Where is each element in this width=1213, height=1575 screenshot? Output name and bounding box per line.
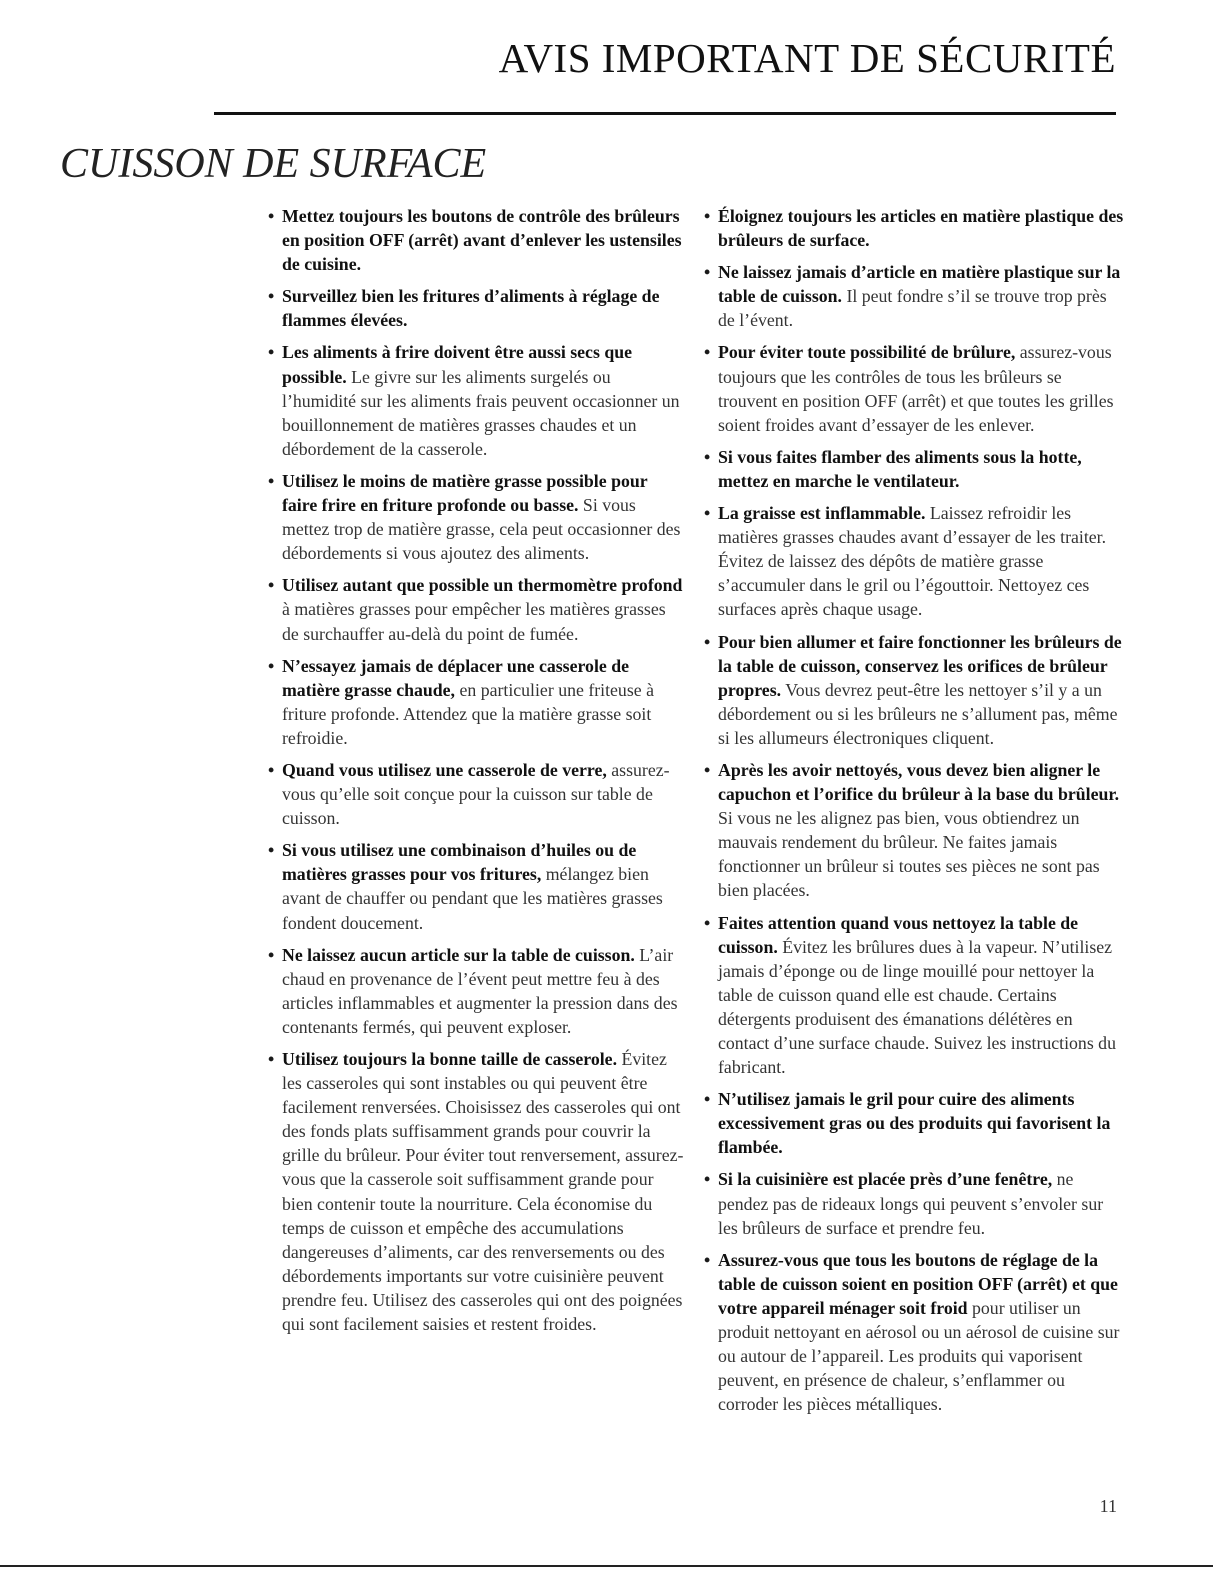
bullet-icon: •	[704, 1249, 711, 1270]
bullet-icon: •	[704, 262, 711, 283]
bullet-icon: •	[268, 575, 275, 596]
bullet-icon: •	[268, 286, 275, 307]
bullet-icon: •	[268, 840, 275, 861]
item-bold-text: Après les avoir nettoyés, vous devez bien aligner le capuchon et l’orifice du brûleur à la base du brûleur.	[718, 759, 1120, 805]
item-body-text: en particulier une friteuse à friture profonde. Attendez que la matière grasse soit refroidie.	[282, 679, 654, 748]
item-body-text: assurez-vous qu’elle soit conçue pour la cuisson sur table de cuisson.	[282, 759, 670, 829]
item-bold-text: Ne laissez jamais d’article en matière plastique sur la table de cuisson.	[718, 262, 1121, 307]
item-body-text: Évitez les brûlures dues à la vapeur. N’utilisez jamais d’éponge ou de linge mouillé pour nettoyer la table de cuisson quand elle est chaude. Certains détergents produisent des émanations délétères en contact d’une surface chaude. Suivez les instructions du fabricant.	[718, 936, 1116, 1078]
item-body-text: Si vous ne les alignez pas bien, vous obtiendrez un mauvais rendement du brûleur. Ne faites jamais fonctionner un brûleur si toutes ses pièces ne sont pas bien placées.	[718, 808, 1100, 901]
bullet-icon: •	[268, 1049, 275, 1069]
item-body-text: assurez-vous toujours que les contrôles de tous les brûleurs se trouvent en position OFF (arrêt) et que toutes les grilles soient froides avant d’essayer de les enlever.	[718, 342, 1114, 435]
safety-list-item	[704, 445, 1124, 493]
item-bold-text: Les aliments à frire doivent être aussi secs que possible.	[282, 342, 632, 387]
item-body-text: L’air chaud en provenance de l’évent peut mettre feu à des articles inflammables et augmenter la pression dans des contenants fermés, qui peuvent exploser.	[282, 944, 678, 1037]
bullet-icon: •	[704, 912, 711, 933]
item-bold-text: Mettez toujours les boutons de contrôle des brûleurs en position OFF (arrêt) avant d’enlever les ustensiles de cuisine.	[282, 206, 682, 275]
safety-list-item	[268, 654, 686, 750]
item-bold-text: N’essayez jamais de déplacer une casserole de matière grasse chaude,	[282, 655, 630, 700]
item-body-text: Il peut fondre s’il se trouve trop près de l’évent.	[718, 286, 1107, 331]
item-bold-text: Utilisez autant que possible un thermomètre profond	[282, 575, 683, 596]
item-bold-text: Utilisez le moins de matière grasse possible pour faire frire en friture profonde ou basse.	[282, 470, 648, 516]
item-body-text: ne pendez pas de rideaux longs qui peuvent s’envoler sur les brûleurs de surface et prendre feu.	[718, 1169, 1104, 1238]
item-bold-text: Faites attention quand vous nettoyez la table de cuisson.	[718, 912, 1079, 957]
item-bold-text: Surveillez bien les fritures d’aliments à réglage de flammes élevées.	[282, 286, 660, 331]
header-rule	[214, 112, 1116, 115]
safety-list-item	[704, 1167, 1124, 1239]
page-number: 11	[1099, 1496, 1117, 1516]
item-body-text: à matières grasses pour empêcher les matières grasses de surchauffer au-delà du point de fumée.	[282, 599, 666, 644]
bullet-icon: •	[704, 342, 711, 363]
safety-list-item	[268, 469, 686, 565]
bullet-icon: •	[268, 944, 275, 965]
safety-list-item	[704, 204, 1124, 252]
item-bold-text: Ne laissez aucun article sur la table de cuisson.	[282, 944, 635, 965]
safety-list-item	[704, 260, 1124, 332]
item-body-text: Évitez les casseroles qui sont instables ou qui peuvent être facilement renversées. Choisissez des casseroles qui ont des fonds plats suffisamment grands pour couvrir la grille du brûleur. Pour éviter tout renversement, assurez-vous que la casserole soit suffisamment grande pour bien contenir toute la nourriture. Cela économise du temps de cuisson et empêche des accumulations dangereuses d’aliments, car des renversements ou des débordements importants sur votre cuisinière peuvent prendre feu. Utilisez des casseroles qui ont des poignées qui sont facilement saisies et restent froides.	[282, 1049, 684, 1335]
bottom-rule	[0, 1565, 1213, 1567]
item-bold-text: Quand vous utilisez une casserole de verre,	[282, 759, 607, 780]
bullet-icon: •	[704, 446, 711, 467]
item-bold-text: La graisse est inflammable.	[718, 503, 926, 524]
item-body-text: Si vous mettez trop de matière grasse, cela peut occasionner des débordements si vous ajoutez des aliments.	[282, 495, 681, 564]
safety-list-item	[268, 758, 686, 830]
item-body-text: pour utiliser un produit nettoyant en aérosol ou un aérosol de cuisine sur ou autour de l’appareil. Les produits qui vaporisent peuvent, en présence de chaleur, s’enflammer ou corroder les pièces métalliques.	[718, 1297, 1120, 1415]
safety-list-item	[704, 340, 1124, 436]
safety-list-item	[268, 340, 686, 460]
bullet-icon: •	[268, 342, 275, 363]
item-bold-text: Pour bien allumer et faire fonctionner les brûleurs de la table de cuisson, conservez les orifices de brûleur propres.	[718, 631, 1122, 700]
safety-list-item	[704, 1087, 1124, 1159]
item-bold-text: Si vous faites flamber des aliments sous la hotte, mettez en marche le ventilateur.	[718, 446, 1082, 491]
safety-list-item	[704, 758, 1124, 903]
bullet-icon: •	[704, 1169, 711, 1190]
item-body-text: Laissez refroidir les matières grasses chaudes avant d’essayer de les traiter. Évitez de laissez des dépôts de matière grasse s’accumuler dans le gril ou l’égouttoir. Nettoyez ces surfaces après chaque usage.	[718, 503, 1107, 620]
right-column	[704, 204, 1124, 1424]
bullet-icon: •	[704, 759, 711, 780]
item-bold-text: Utilisez toujours la bonne taille de casserole.	[282, 1049, 618, 1069]
item-bold-text: Si vous utilisez une combinaison d’huiles ou de matières grasses pour vos fritures,	[282, 840, 637, 885]
bullet-icon: •	[704, 503, 711, 524]
item-bold-text: N’utilisez jamais le gril pour cuire des aliments excessivement gras ou des produits qui favorisent la flambée.	[718, 1089, 1111, 1158]
item-body-text: mélangez bien avant de chauffer ou pendant que les matières grasses fondent doucement.	[282, 864, 663, 933]
item-bold-text: Pour éviter toute possibilité de brûlure,	[718, 342, 1016, 363]
item-body-text: Vous devrez peut-être les nettoyer s’il y a un débordement ou si les brûleurs ne s’allument pas, même si les allumeurs électroniques cliquent.	[718, 679, 1118, 748]
left-column	[268, 204, 686, 1344]
safety-list-item	[268, 284, 686, 332]
safety-list-item	[704, 911, 1124, 1080]
safety-list-item	[704, 1248, 1124, 1417]
item-bold-text: Si la cuisinière est placée près d’une fenêtre,	[718, 1169, 1053, 1190]
bullet-icon: •	[704, 1089, 711, 1110]
item-bold-text: Éloignez toujours les articles en matière plastique des brûleurs de surface.	[718, 206, 1124, 251]
safety-list-item	[268, 943, 686, 1039]
item-bold-text: Assurez-vous que tous les boutons de réglage de la table de cuisson soient en position OFF (arrêt) et que votre appareil ménager soit froid	[718, 1249, 1118, 1318]
safety-list-item	[704, 501, 1124, 621]
safety-list-item	[268, 204, 686, 276]
safety-list-item	[268, 838, 686, 934]
bullet-icon: •	[268, 470, 275, 491]
bullet-icon: •	[268, 206, 275, 226]
section-title: CUISSON DE SURFACE	[60, 141, 487, 187]
bullet-icon: •	[268, 655, 275, 676]
bullet-icon: •	[704, 206, 711, 226]
bullet-icon: •	[704, 631, 711, 652]
safety-list-item	[704, 630, 1124, 750]
item-body-text: Le givre sur les aliments surgelés ou l’humidité sur les aliments frais peuvent occasionner un bouillonnement de matières grasses chaudes et un débordement de la casserole.	[282, 366, 680, 459]
safety-list-item	[268, 573, 686, 645]
page-header-title: AVIS IMPORTANT DE SÉCURITÉ	[498, 35, 1116, 81]
safety-list-item	[268, 1047, 686, 1336]
bullet-icon: •	[268, 759, 275, 780]
